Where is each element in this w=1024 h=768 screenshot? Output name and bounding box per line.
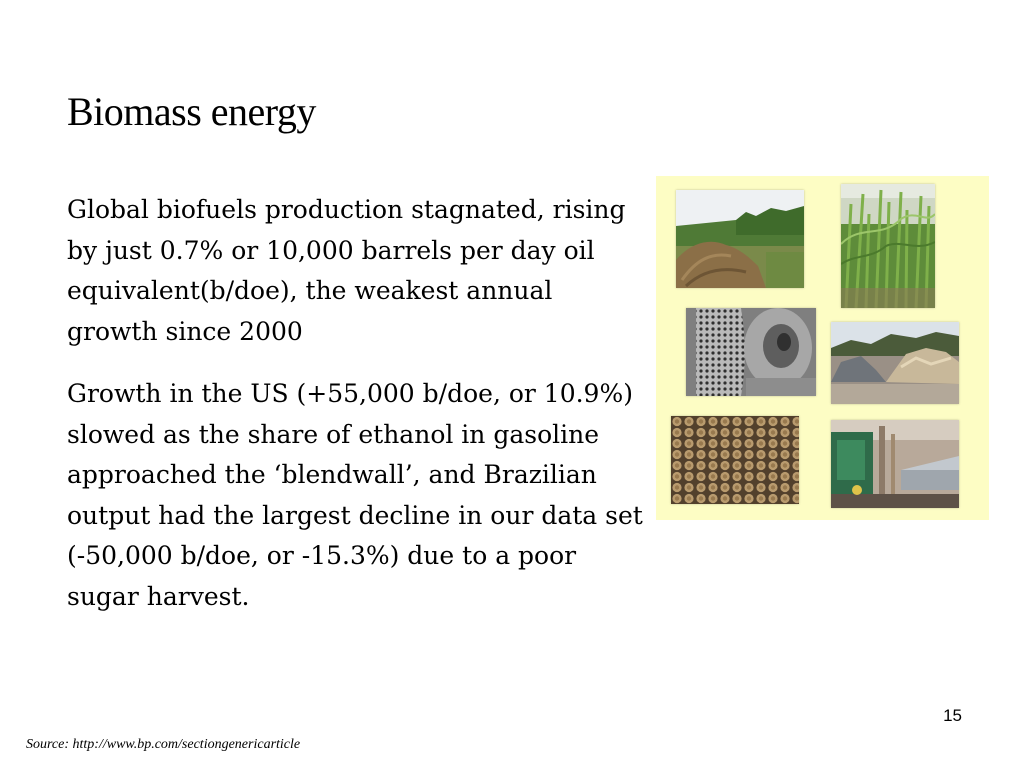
gravel-wood-chip-yard-photo [831, 322, 959, 404]
paragraph-global-biofuels: Global biofuels production stagnated, rising by just 0.7% or 10,000 barrels per day oil equivalent(b/doe), the weakest annual growth since 2000 [67, 195, 626, 346]
hay-pile-field-photo [676, 190, 804, 288]
paragraph-us-brazil-growth: Growth in the US (+55,000 b/doe, or 10.9%) slowed as the share of ethanol in gasoline approached the ‘blendwall’, and Brazilian output had the largest decline in our data set (-50,000 b/doe, or -15.3%) due to a poor sugar harvest. [67, 379, 643, 611]
biomass-photo-collage [656, 176, 989, 520]
source-citation: Source: http://www.bp.com/sectiongenericarticle [26, 737, 301, 752]
tall-grass-crop-photo [841, 184, 935, 308]
biomass-boiler-room-photo [831, 420, 959, 508]
slide-title: Biomass energy [67, 89, 316, 134]
body-text [67, 190, 647, 617]
pellet-press-die-photo [686, 308, 816, 396]
page-number: 15 [943, 706, 962, 725]
stacked-logs-photo [671, 416, 799, 504]
